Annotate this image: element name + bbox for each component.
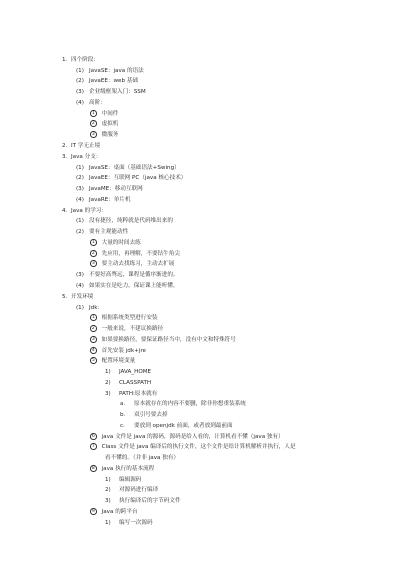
- line-19: 2 先应用，再理解，不要钻牛角尖: [91, 251, 180, 257]
- line-27: 3 如果要换路径，要保证路径当中，没有中文和特殊符号: [91, 337, 236, 343]
- line-11: (1) JavaSE：桌面（基础语法+Swing）: [76, 165, 180, 171]
- line-39: 8 java 执行的基本流程: [91, 466, 155, 472]
- line-28: 4 首先安装 jdk+jre: [91, 348, 146, 354]
- line-40: 1) 编辑源码: [105, 477, 142, 483]
- line-36: 6 java 文件是 java 的源码，源码是给人看的，计算机看不懂（java 独有）: [91, 434, 284, 440]
- line-14: (4) JavaRE：单片机: [76, 197, 131, 203]
- line-25: 1 根据系统类型进行安装: [91, 315, 158, 321]
- line-24: (1) Jdk：: [76, 305, 104, 311]
- line-21: (3) 不要好高骛远，课程是循序渐进的。: [76, 272, 179, 278]
- line-37: 7 Class 文件是 java 编译后的执行文件，这个文件是给计算机解析并执行，人是: [91, 444, 296, 450]
- line-35: c. 要放到 openjdk 前面，或者放到最前面: [120, 423, 233, 429]
- line-29: 5 配置环境变量: [91, 358, 136, 364]
- line-34: b. 双引号要去掉: [120, 412, 168, 418]
- line-16: (1) 没有捷径，纯粹就是代码堆出来的: [76, 218, 173, 224]
- line-41: 2) 对源码进行编译: [105, 487, 159, 493]
- line-2: (1) JavaSE：java 的语法: [76, 68, 144, 74]
- line-10: 3. Java 分支：: [62, 154, 102, 160]
- line-30: 1) JAVA_HOME: [105, 369, 152, 375]
- line-44: 1) 编写一次源码: [105, 520, 153, 526]
- line-42: 3) 执行编译后的字节码文件: [105, 498, 181, 504]
- line-8: 3 微服务: [91, 132, 119, 138]
- line-32: 3) PATH:原本就有: [105, 391, 158, 397]
- line-1: 1. 四个阶段：: [62, 57, 99, 63]
- line-43: 9 Java 的跨平台: [91, 509, 138, 515]
- line-15: 4. Java 的学习：: [62, 208, 107, 214]
- line-18: 1 大量的时间去练: [91, 240, 141, 246]
- line-26: 2 一般来说，不建议换路径: [91, 326, 164, 332]
- line-3: (2) JavaEE：web 基础: [76, 78, 139, 84]
- line-22: (4) 如果实在是吃力，保证课上能听懂。: [76, 283, 179, 289]
- line-5: (4) 高阶：: [76, 100, 106, 106]
- line-31: 2) CLASSPATH: [105, 380, 152, 386]
- line-6: 1 中间件: [91, 111, 119, 117]
- line-9: 2. IT 学无止境: [62, 143, 101, 149]
- line-13: (3) JavaME：移动互联网: [76, 186, 143, 192]
- line-33: a. 原本就存在的内容不要删，除非你想重装系统: [120, 401, 246, 407]
- line-12: (2) JavaEE：互联网 PC（java 核心技术）: [76, 175, 187, 181]
- line-38: 看不懂的。（并非 java 独有）: [105, 455, 180, 461]
- line-7: 2 虚拟机: [91, 121, 119, 127]
- line-20: 3 要主动去找练习，主动去扩展: [91, 261, 175, 267]
- line-23: 5. 开发环境: [62, 294, 94, 300]
- line-17: (2) 要有主观能动性: [76, 229, 129, 235]
- line-4: (3) 企业级框架入门：SSM: [76, 89, 146, 95]
